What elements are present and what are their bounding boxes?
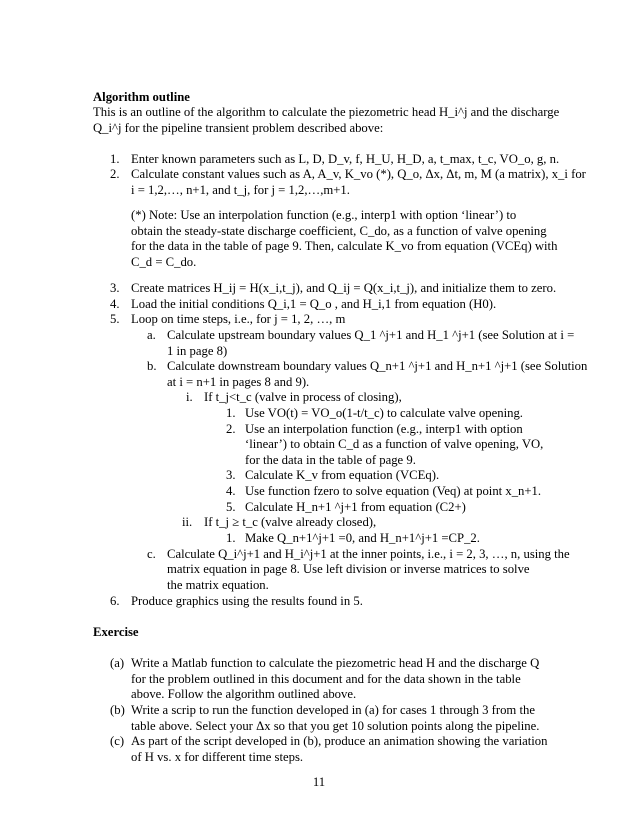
exercise-heading: Exercise [93, 625, 139, 639]
step-5b-i-2-cont1: ‘linear’) to obtain C_d as a function of valve opening, VO, [245, 437, 544, 451]
exercise-a-cont1: for the problem outlined in this document and for the data shown in the table [131, 672, 521, 686]
step-5c-cont2: the matrix equation. [167, 578, 269, 592]
note-line-1: (*) Note: Use an interpolation function (e.g., interp1 with option ‘linear’) to [131, 208, 517, 222]
note-line-4: C_d = C_do. [131, 255, 197, 269]
exercise-c-cont: of H vs. x for different time steps. [131, 750, 304, 764]
step-5a-cont: 1 in page 8) [167, 344, 228, 358]
section-heading: Algorithm outline [93, 90, 190, 104]
exercise-a-cont2: above. Follow the algorithm outlined above. [131, 687, 357, 701]
exercise-b-cont: table above. Select your Δx so that you get 10 solution points along the pipeline. [131, 719, 540, 733]
document-page: Algorithm outline This is an outline of the algorithm to calculate the piezometric head H_i^j and the discharge Q_i^j for the pipeline transient problem described above: 1. Enter known parameters such as L, D, D_v, f, H_U, H_D, a, t_max, t_c, VO_o, g, n. 2. Calculate constant values such as A, A_v, K_vo (*), Q_o, Δx, Δt, m, M (a matrix), x_i for i = 1,2,…, n+1, and t_j, for j = 1,2,…,m+1. (*) Note: Use an interpolation function (e.g., interp1 with option ‘linear’) to obtain the steady-state discharge coefficient, C_do, as a function of valve opening for the data in the table of page 9. Then, calculate K_vo from equation (VCEq) with C_d = C_do. 3. Create matrices H_ij = H(x_i,t_j), and Q_ij = Q(x_i,t_j), and initialize them to zero. 4. Load the initial conditions Q_i,1 = Q_o , and H_i,1 from equation (H0). 5. Loop on time steps, i.e., for j = 1, 2, …, m a. Calculate upstream boundary values Q_1 ^j+1 and H_1 ^j+1 (see Solution at i = 1 in page 8) b. Calculate downstream boundary values Q_n+1 ^j+1 and H_n+1 ^j+1 (see Solution at i = n+1 in pages 8 and 9). i. If t_j<t_c (valve in process of closing), 1. Use VO(t) = VO_o(1-t/t_c) to calculate valve opening. 2. Use an interpolation function (e.g., interp1 with option ‘linear’) to obtain C_d as a function of valve opening, VO, for the data in the table of page 9. 3. Calculate K_v from equation (VCEq). 4. Use function fzero to solve equation (Veq) at point x_n+1. 5. Calculate H_n+1 ^j+1 from equation (C2+) ii. If t_j ≥ t_c (valve already closed), 1. Make Q_n+1^j+1 =0, and H_n+1^j+1 =CP_2. c. Calculate Q_i^j+1 and H_i^j+1 at the inner points, i.e., i = 2, 3, …, n, using the matrix equation in page 8. Use left division or inverse matrices to solve the matrix equation. 6. Produce graphics using the results found in 5. Exercise (a) Write a Matlab function to calculate the piezometric head H and the discharge Q for the problem outlined in this document and for the data shown in the table above. Follow the algorithm outlined above. (b) Write a scrip to run the function developed in (a) for cases 1 through 3 from the table above. Select your Δx so that you get 10 solution points along the pipeline. (c) As part of the script developed in (b), produce an animation showing the variation of H vs. x for different time steps. 11 [0, 0, 638, 826]
note-line-3: for the data in the table of page 9. Then, calculate K_vo from equation (VCEq) with [131, 239, 558, 253]
step-2-cont: i = 1,2,…, n+1, and t_j, for j = 1,2,…,m+1. [131, 183, 350, 197]
intro-line-2: Q_i^j for the pipeline transient problem described above: [93, 121, 384, 135]
page-number: 11 [312, 775, 326, 789]
note-line-2: obtain the steady-state discharge coefficient, C_do, as a function of valve opening [131, 224, 547, 238]
step-5c-cont1: matrix equation in page 8. Use left division or inverse matrices to solve [167, 562, 530, 576]
intro-line-1: This is an outline of the algorithm to calculate the piezometric head H_i^j and the discharge [93, 105, 560, 119]
step-5b-i-2-cont2: for the data in the table of page 9. [245, 453, 416, 467]
step-5b-cont: at i = n+1 in pages 8 and 9). [167, 375, 310, 389]
